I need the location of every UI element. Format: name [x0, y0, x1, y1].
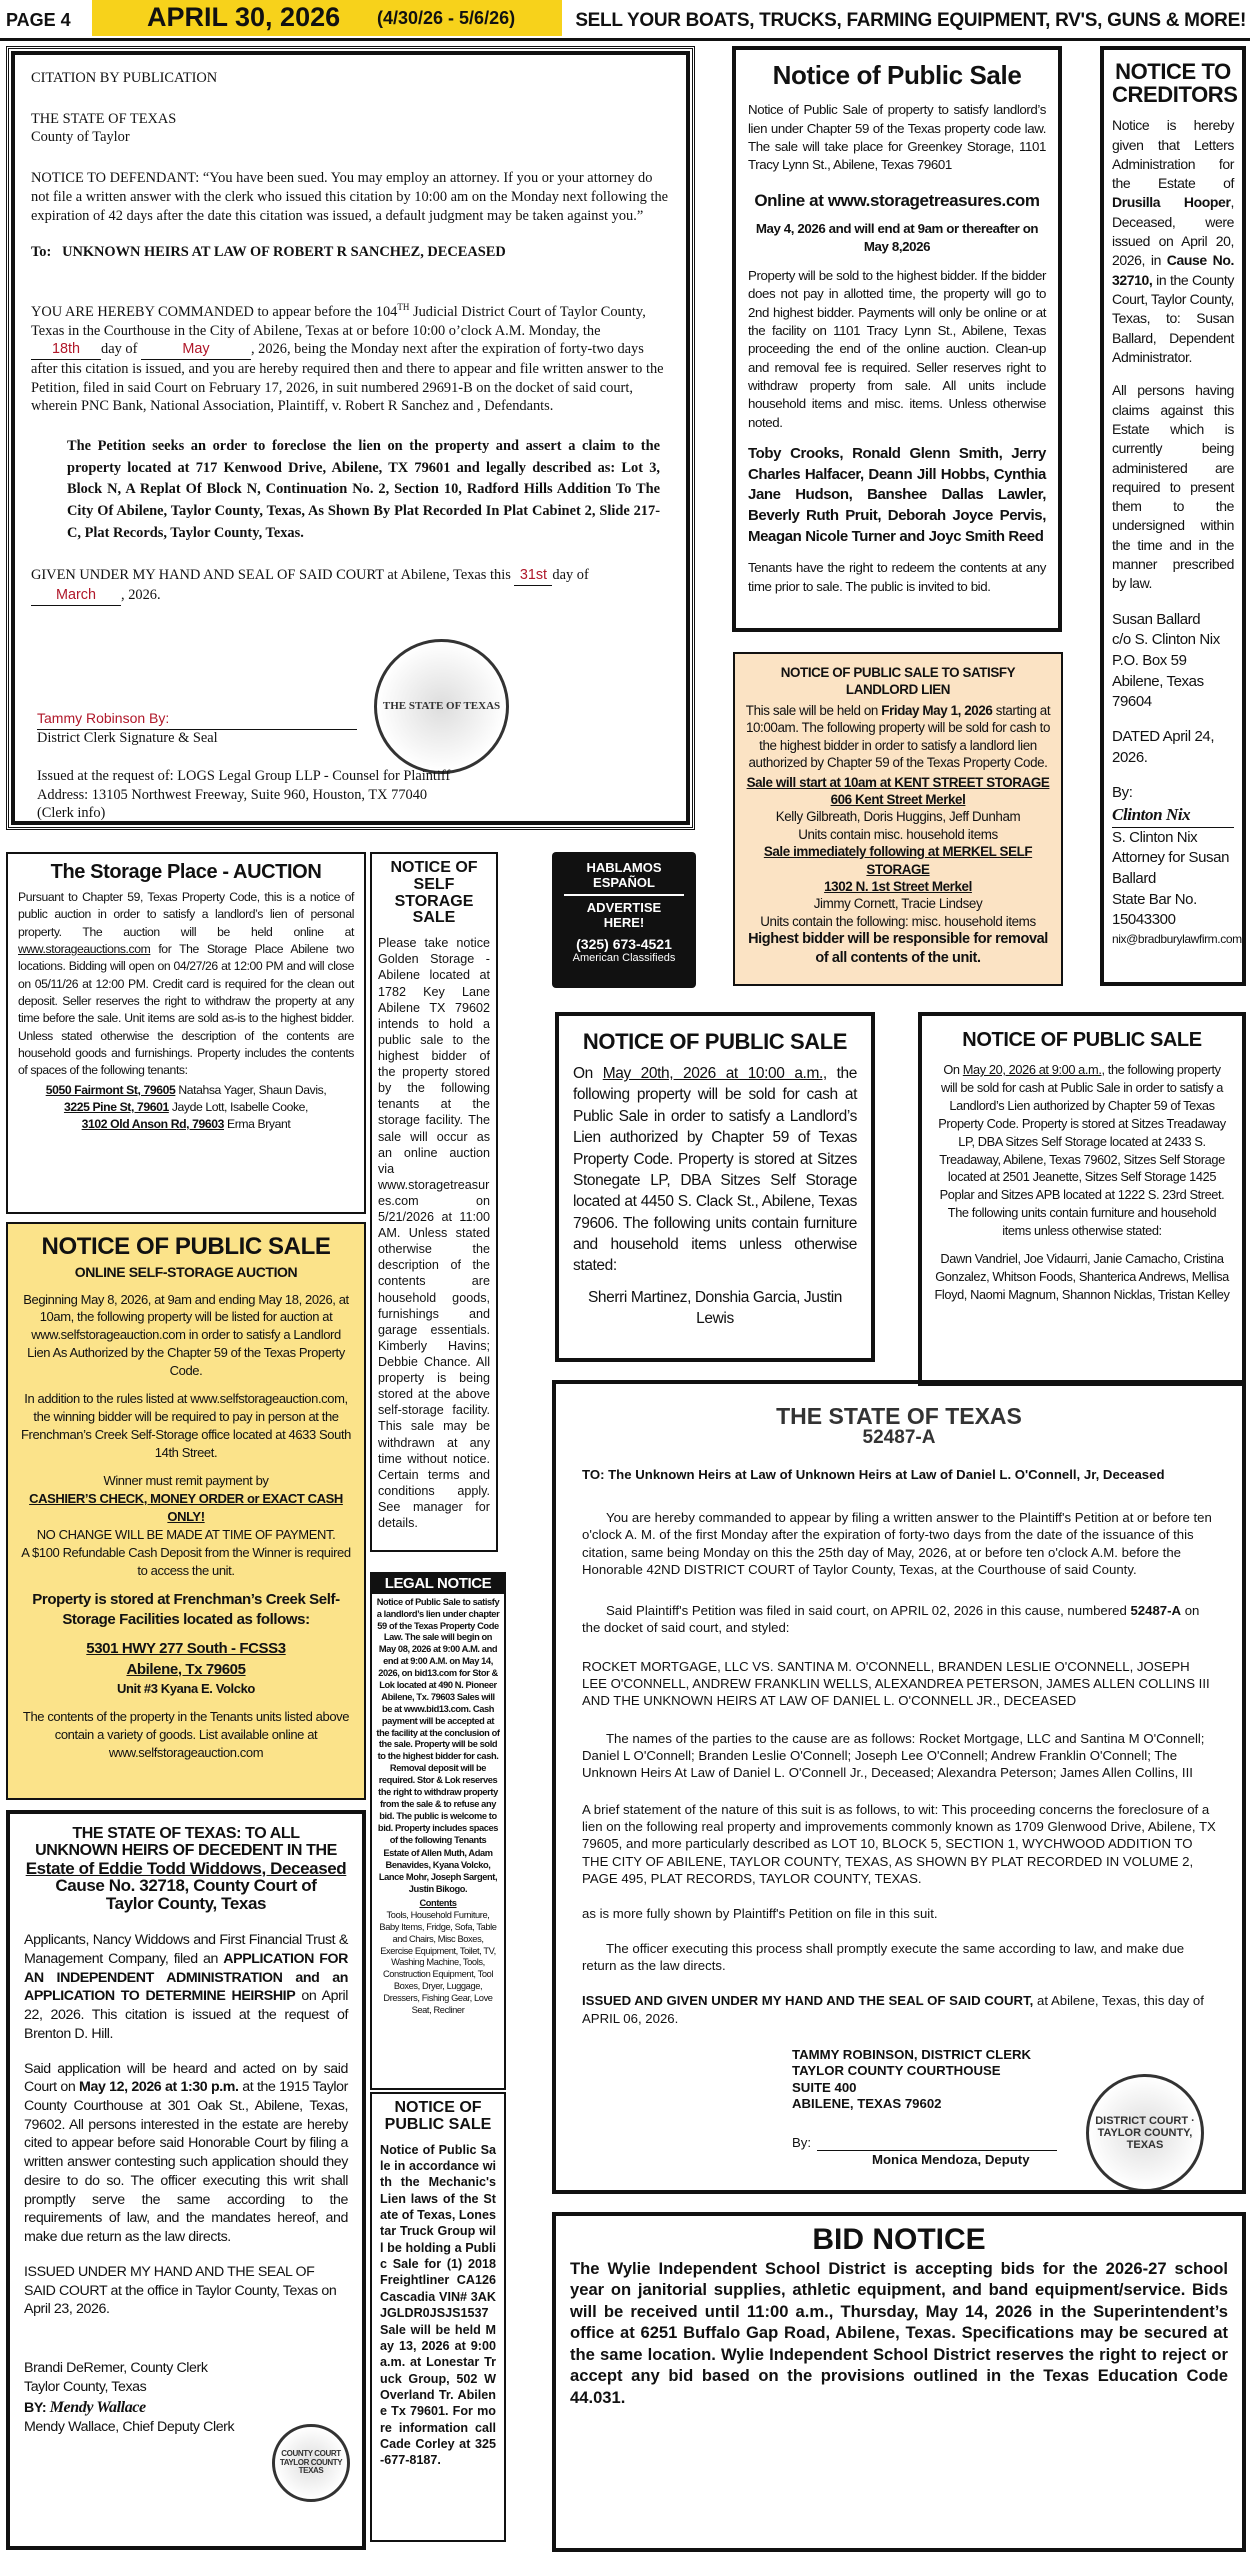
notice-legal-stor-lok: LEGAL NOTICE Notice of Public Sale to satisfy a landlord’s lien under chapter 59 of the Texas Property Code Law. The sale will begin on May 08, 2026 at 9:00 A.M. and end at 9:00 A.M. on May 14, 2026, on bid13.com for Stor & Lok located at 490 N. Pioneer Abilene, Tx. 79603 Sales will be at www.bid13.com. Cash payment will be accepted at the facility at the conclusion of the sale. Property will be sold to the highest bidder for cash. Removal deposit will be required. Stor & Lok reserves the right to withdraw property from the sale & to refuse any bid. The public is welcome to bid. Property includes spaces of the following Tenants Estate of Allen Muth, Adam Benavides, Kyana Volcko, Lance Mohr, Joseph Sargent, Justin Bikogo. Contents Tools, Household Furniture, Baby Items, Fridge, Sofa, Table and Chairs, Misc Boxes, Exercise Equipment, Toilet, TV, Washing Machine, Tools, Construction Equipment, Tool Boxes, Dryer, Luggage, Dressers, Fishing Gear, Love Seat, Recliner	[370, 1572, 506, 2090]
notice-sitzes-stonegate: NOTICE OF PUBLIC SALE On May 20th, 2026 at 10:00 a.m., the following property will be sold for cash at Public Sale in order to satisfy a Landlord’s Lien authorized by Chapter 59 of Texas Property Code. Property is stored at Sitzes Stonegate LP, DBA Sitzes Self Storage located at 4450 S. Clack St., Abilene, Texas 79606. The following units contain furniture and household items unless otherwise stated: Sherri Martinez, Donshia Garcia, Justin Lewis	[555, 1012, 875, 1362]
notice-lonestar-truck: NOTICE OF PUBLIC SALE Notice of Public Sale in accordance with the Mechanic's Lien laws of the State of Texas, Lonestar Truck Group will be holding a Public Sale for (1) 2018 Freightliner CA126 Cascadia VIN# 3AKJGLDR0JSJS1537 Sale will be held May 13, 2026 at 9:00 a.m. at Lonestar Truck Group, 502 W Overland Tr. Abilene Tx 79601. For more information call Cade Corley at 325-677-8187.	[370, 2092, 506, 2542]
signature-label: District Clerk Signature & Seal	[37, 730, 218, 746]
notice-frenchmans-creek: NOTICE OF PUBLIC SALE ONLINE SELF-STORAGE AUCTION Beginning May 8, 2026, at 9am and ending May 18, 2026, at 10am, the following property will be listed for auction at www.selfstorageauction.com in order to satisfy a Landlord Lien As Authorized by the Chapter 59 of the Texas Property Code. In addition to the rules listed at www.selfstorageauction.com, the winning bidder will be required to pay in person at the Frenchman’s Creek Self-Storage office located at 4633 South 14th Street. Winner must remit payment by CASHIER’S CHECK, MONEY ORDER or EXACT CASH ONLY! NO CHANGE WILL BE MADE AT TIME OF PAYMENT. A $100 Refundable Cash Deposit from the Winner is required to access the unit. Property is stored at Frenchman’s Creek Self-Storage Facilities located as follows: 5301 HWY 277 South - FCSS3 Abilene, Tx 79605 Unit #3 Kyana E. Volcko The contents of the property in the Tenants units listed above contain a variety of goods. List available online at www.selfstorageauction.com	[6, 1222, 366, 1800]
ad-hablamos[interactable]: HABLAMOS ESPAÑOL ADVERTISE HERE! (325) 673-4521 American Classifieds	[552, 852, 696, 988]
citation-given: GIVEN UNDER MY HAND AND SEAL OF SAID COURT at Abilene, Texas this 31st day of March , 2026.	[31, 566, 670, 605]
page-header	[0, 0, 1250, 42]
notice-sitzes-treadaway: NOTICE OF PUBLIC SALE On May 20, 2026 at 9:00 a.m., the following property will be sold for cash at Public Sale in order to satisfy a Landlord’s Lien authorized by Chapter 59 of Texas Property Code. Property is stored at Sitzes Treadaway LP, DBA Sitzes Self Storage located at 2433 S. Treadaway, Abilene, Texas 79602, Sitzes Self Storage located at 2501 Jeanette, Sitzes Self Storage 1425 Poplar and Sitzes APB located at 1222 S. 23rd Street. The following units contain furniture and household items unless otherwise stated: Dawn Vandriel, Joe Vidaurri, Janie Camacho, Cristina Gonzalez, Whitson Foods, Shanterica Andrews, Mellisa Floyd, Naomi Magnum, Shannon Nicklas, Tristan Kelley	[918, 1012, 1246, 1386]
notice-greenkey: Notice of Public Sale Notice of Public Sale of property to satisfy landlord’s lien under Chapter 59 of the Texas property code law. The sale will take place for Greenkey Storage, 1101 Tracy Lynn St., Abilene, Texas 79601 Online at www.storagetreasures.com May 4, 2026 and will end at 9am or thereafter on May 8,2026 Property will be sold to the highest bidder. If the bidder does not pay in allotted time, the property will go to 2nd highest bidder. Payments will only be online or at the facility on 1101 Tracy Lynn St., Abilene, Texas proceeding the end of the online auction. Clean-up and removal fee is required. Seller reserves right to withdraw property from sale. All units include household items and misc. items. Unless otherwise noted. Toby Crooks, Ronald Glenn Smith, Jerry Charles Halfacer, Deann Jill Hobbs, Cynthia Jane Hudson, Banshee Dallas Lawler, Beverly Ruth Pruit, Deborah Joyce Pervis, Meagan Nicole Turner and Joyc Smith Reed Tenants have the right to redeem the contents at any time prior to sale. The public is invited to bid.	[732, 46, 1062, 632]
citation-command: YOU ARE HEREBY COMMANDED to appear before the 104TH Judicial District Court of Taylor County, Texas in the Courthouse in the City of Abilene, Texas at or before 10:00 o’clock A.M. Monday, the 18th day of May , 2026, being the Monday next after the expiration of forty-two days after this citation is issued, and you are hereby required then and there to appear and file written answer to the Petition, filed in said Court on February 17, 2026, in suit numbered 29691-B on the docket of said court, wherein PNC Bank, National Association, Plaintiff, v. Robert R Sanchez and , Defendants.	[31, 302, 664, 415]
citation-footer: Issued at the request of: LOGS Legal Group LLP - Counsel for Plaintiff Address: 13105 Northwest Freeway, Suite 960, Houston, TX 77040 (Clerk info)	[37, 768, 451, 822]
citation-county: County of Taylor	[31, 129, 130, 146]
creditor-signature: Clinton Nix	[1112, 803, 1234, 827]
signature-line	[37, 709, 357, 730]
citation-oconnell: THE STATE OF TEXAS 52487-A TO: The Unknown Heirs at Law of Unknown Heirs at Law of Daniel L. O'Connell, Jr, Deceased You are hereby commanded to appear by filing a written answer to the Plaintiff's Petition at or before ten o'clock A. M. of the first Monday after the expiration of forty-two days from the date of the issuance of this citation, same being Monday on this the 25th day of May, 2026, at or before ten o'clock A.M. before the Honorable 42ND DISTRICT COURT of Taylor County, Texas, at the Courthouse of said County. Said Plaintiff's Petition was filed in said court, on APRIL 02, 2026 in this cause, numbered 52487-A on the docket of said court, and styled: ROCKET MORTGAGE, LLC VS. SANTINA M. O'CONNELL, BRANDEN LESLIE O'CONNELL, JOSEPH LEE O'CONNELL, ANDREW FRANKLIN WELLS, ALEXANDREA PETERSON, JAMES ALLEN COLLINS III AND THE UNKNOWN HEIRS AT LAW OF DANIEL L. O'CONNELL JR., DECEASED The names of the parties to the cause are as follows: Rocket Mortgage, LLC and Santina M O'Connell; Daniel L O'Connell; Branden Leslie O'Connell; Joseph Lee O'Connell; Andrew Franklin O'Connell; The Unknown Heirs At Law of Daniel L. O'Connell Jr., Deceased; Alexandra Peterson; James Allen Collins, III A brief statement of the nature of this suit is as follows, to wit: This proceeding concerns the foreclosure of a lien on the following real property and improvements commonly known as 1709 Glenwood Drive, Abilene, TX 79605, and more particularly described as LOT 10, BLOCK 5, SECTION 1, WYCHWOOD ADDITION TO THE CITY OF ABILENE, TAYLOR COUNTY, TEXAS, AS SHOWN BY PLAT RECORDED IN VOLUME 2, PAGE 495, PLAT RECORDS, TAYLOR COUNTY, TEXAS. as is more fully shown by Plaintiff's Petition on file in this suit. The officer executing this process shall promptly execute the same according to law, and make due return as the law directs. ISSUED AND GIVEN UNDER MY HAND AND THE SEAL OF SAID COURT, at Abilene, Texas, this day of APRIL 06, 2026. TAMMY ROBINSON, DISTRICT CLERK TAYLOR COUNTY COURTHOUSE SUITE 400 ABILENE, TEXAS 79602 By: Monica Mendoza, Deputy DISTRICT COURT · TAYLOR COUNTY, TEXAS	[552, 1380, 1246, 2194]
citation-petition: The Petition seeks an order to foreclose the lien on the property and assert a claim to the property located at 717 Kenwood Drive, Abilene, TX 79601 and legally described as: Lot 3, Block N, A Replat Of Block N, Continuation No. 2, Section 10, Radford Hills Addition To The City Of Abilene, Taylor County, Texas, As Shown By Plat Recorded In Plat Cabinet 2, Slide 217-C, Plat Records, Taylor County, Texas.	[67, 438, 660, 541]
notice-storage-place: The Storage Place - AUCTION Pursuant to Chapter 59, Texas Property Code, this is a notice of public auction in order to satisfy a landlord’s lien of personal property. The auction will be held online at www.storageauctions.com for The Storage Place Abilene two locations. Bidding will open on 04/27/26 at 12:00 PM and will close on 05/11/26 at 12:00 PM. Credit card is required for the clean out deposit. Seller reserves the right to withdraw the property at any time before the sale. Unit items are sold as-is to the highest bidder. Unless stated otherwise the description of the contents are household goods and furnishings. Property includes the contents of spaces of the following tenants: 5050 Fairmont St, 79605 Natahsa Yager, Shaun Davis, 3225 Pine St, 79601 Jayde Lott, Isabelle Cooke, 3102 Old Anson Rd, 79603 Erma Bryant	[6, 852, 366, 1214]
citation-notice: NOTICE TO DEFENDANT: “You have been sued. You may employ an attorney. If you or your attorney do not file a written answer with the clerk who issued this citation by 10:00 am on the Monday next following the expiration of 42 days after the date this citation was issued, a default judgment may be taken against you.”	[31, 170, 669, 224]
day-field: 18th	[31, 340, 101, 360]
issue-range: (4/30/26 - 5/6/26)	[377, 8, 516, 28]
widdows-seal: COUNTY COURT TAYLOR COUNTY TEXAS	[272, 2424, 350, 2502]
clerk-signer: Tammy Robinson By:	[37, 710, 170, 726]
deputy-signature-line	[817, 2133, 1057, 2151]
issue-date: APRIL 30, 2026	[147, 2, 341, 32]
citation-title: CITATION BY PUBLICATION	[31, 70, 218, 86]
oconnell-seal: DISTRICT COURT · TAYLOR COUNTY, TEXAS	[1086, 2074, 1204, 2192]
bid-notice: BID NOTICE The Wylie Independent School District is accepting bids for the 2026-27 school year on janitorial supplies, athletic equipment, and band equipment/service. Bids will be received until 11:00 a.m., Thursday, May 14, 2026 in the Superintendent’s office at 6251 Buffalo Gap Road, Abilene, Texas. Specifications may be secured at the same location. Wylie Independent School District reserves the right to reject or accept any bid based on the provisions outlined in the Texas Education Code 44.031.	[552, 2212, 1246, 2552]
page-number: PAGE 4	[6, 10, 71, 30]
greenkey-title: Notice of Public Sale	[772, 60, 1022, 90]
header-rule	[0, 38, 1250, 41]
citation-state: THE STATE OF TEXAS	[31, 110, 177, 127]
header-slogan: SELL YOUR BOATS, TRUCKS, FARMING EQUIPMENT, RV'S, GUNS & MORE!	[575, 10, 1246, 31]
date-bar	[92, 0, 562, 36]
citation-widdows: THE STATE OF TEXAS: TO ALL UNKNOWN HEIRS OF DECEDENT IN THE Estate of Eddie Todd Widdows, Deceased Cause No. 32718, County Court of Taylor County, Texas Applicants, Nancy Widdows and First Financial Trust & Management Company, filed an APPLICATION FOR AN INDEPENDENT ADMINISTRATION and an APPLICATION TO DETERMINE HEIRSHIP on April 22, 2026. This citation is issued at the request of Brenton D. Hill. Said application will be heard and acted on by said Court on May 12, 2026 at 1:30 p.m. at the 1915 Taylor County Courthouse at 301 Oak St., Abilene, Texas, 79602. All persons interested in the estate are hereby cited to appear before said Honorable Court by filing a written answer contesting such application should they desire to do so. The officer executing this writ shall promptly serve the same according to the requirements of law, and the mandates hereof, and make due return as the law directs. ISSUED UNDER MY HAND AND THE SEAL OF SAID COURT at the office in Taylor County, Texas on April 23, 2026. Brandi DeRemer, County Clerk Taylor County, Texas BY: Mendy Wallace Mendy Wallace, Chief Deputy Clerk COUNTY COURT TAYLOR COUNTY TEXAS	[6, 1810, 366, 2550]
month-field: May	[141, 340, 251, 360]
ad-divider	[564, 894, 684, 896]
notice-to-creditors: NOTICE TO CREDITORS Notice is hereby given that Letters Administration for the Estate of Drusilla Hooper, Deceased, were issued on April 20, 2026, in Cause No. 32710, in the County Court, Taylor County, Texas, to: Susan Ballard, Dependent Administrator. All persons having claims against this Estate which is currently being administered are required to present them to the undersigned within the time and in the manner prescribed by law. Susan Ballard c/o S. Clinton Nix P.O. Box 59 Abilene, Texas 79604 DATED April 24, 2026. By: Clinton Nix S. Clinton Nix Attorney for Susan Ballard State Bar No. 15043300 nix@bradburylawfirm.com	[1100, 46, 1246, 986]
citation-by-publication	[6, 46, 695, 830]
notice-self-storage: NOTICE OF SELF STORAGE SALE Please take notice Golden Storage - Abilene located at 1782 Key Lane Abilene TX 79602 intends to hold a public sale to the highest bidder of the property stored by the following tenants at the storage facility. The sale will occur as an online auction via www.storagetreasures.com on 5/21/2026 at 11:00 AM. Unless stated otherwise the description of the contents are household goods, furnishings and garage essentials. Kimberly Havins; Debbie Chance. All property is being stored at the above self-storage facility. This sale may be withdrawn at any time without notice. Certain terms and conditions apply. See manager for details.	[370, 852, 498, 1552]
citation-seal: THE STATE OF TEXAS	[374, 639, 509, 774]
oconnell-clerk: TAMMY ROBINSON, DISTRICT CLERK TAYLOR COUNTY COURTHOUSE SUITE 400 ABILENE, TEXAS 79602	[792, 2046, 1032, 2112]
notice-kent-street: NOTICE OF PUBLIC SALE TO SATISFY LANDLORD LIEN This sale will be held on Friday May 1, 2026 starting at 10:00am. The following property will be sold for cash to the highest bidder in order to satisfy a landlord lien authorized by Chapter 59 of the Texas Property Code. Sale will start at 10am at KENT STREET STORAGE 606 Kent Street Merkel Kelly Gilbreath, Doris Huggins, Jeff Dunham Units contain misc. household items Sale immediately following at MERKEL SELF STORAGE 1302 N. 1st Street Merkel Jimmy Cornett, Tracie Lindsey Units contain the following: misc. household items Highest bidder will be responsible for removal of all contents of the unit.	[733, 652, 1063, 986]
citation-to: To: UNKNOWN HEIRS AT LAW OF ROBERT R SANCHEZ, DECEASED	[31, 244, 506, 261]
